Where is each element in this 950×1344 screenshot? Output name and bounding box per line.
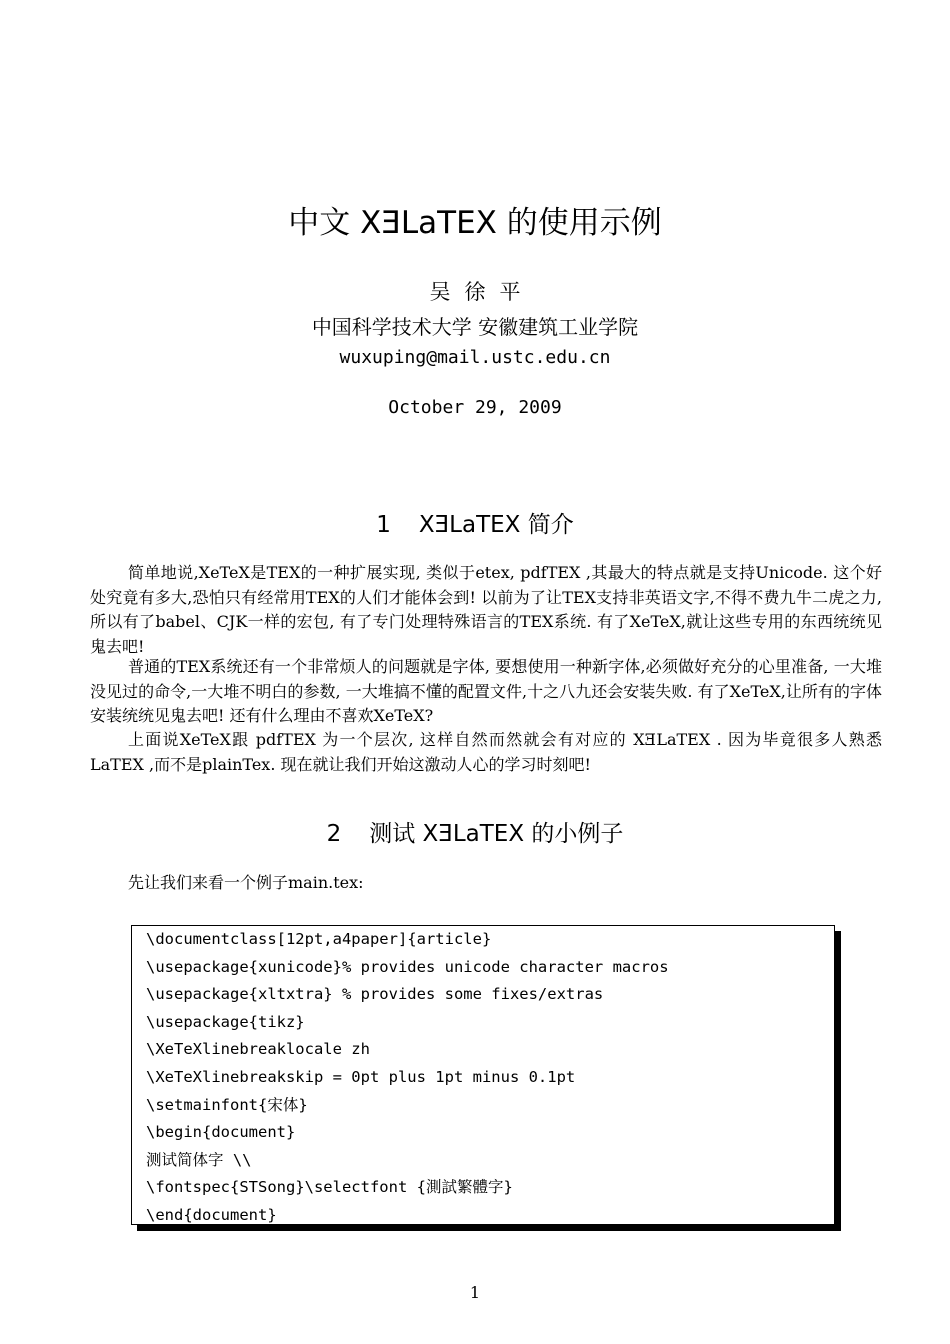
paragraph: 普通的TEX系统还有一个非常烦人的问题就是字体, 要想使用一种新字体,必须做好充分的心里准备, 一大堆没见过的命令,一大堆不明白的参数, 一大堆搞不懂的配置文件,十之八九还会安装失败. 有了XeTeX,让所有的字体安装统统见鬼去吧! 还有什么理由不喜欢XeTeX? (90, 657, 882, 725)
affiliation: 中国科学技术大学 安徽建筑工业学院 (311, 315, 639, 339)
author: 吴徐平 (429, 280, 535, 304)
date: October 29, 2009 (388, 397, 562, 418)
code-line: \setmainfont{宋体} (146, 1095, 308, 1114)
section-number: 1 (376, 512, 391, 538)
page-number: 1 (469, 1283, 481, 1302)
section-1-heading (0, 506, 950, 539)
code-line: \fontspec{STSong}\selectfont {測試繁體字} (146, 1178, 513, 1197)
code-line: 测试简体字 \\ (146, 1150, 252, 1169)
code-line: \usepackage{xltxtra} % provides some fixes/extras (146, 985, 604, 1004)
code-line: \begin{document} (146, 1123, 296, 1142)
code-line: \end{document} (146, 1205, 277, 1224)
section-title: 测试 XƎLaTEX 的小例子 (369, 821, 624, 847)
section-title: XƎLaTEX 简介 (418, 512, 574, 538)
document-title: 中文 XƎLaTEX 的使用示例 (288, 205, 662, 241)
section-2-heading (0, 815, 950, 848)
email: wuxuping@mail.ustc.edu.cn (339, 347, 611, 368)
code-line: \usepackage{xunicode}% provides unicode character macros (146, 957, 669, 976)
code-line: \XeTeXlinebreakskip = 0pt plus 1pt minus 0.1pt (146, 1067, 576, 1086)
paragraph: 上面说XeTeX跟 pdfTEX 为一个层次, 这样自然而然就会有对应的 XƎLaTEX . 因为毕竟很多人熟悉 LaTEX ,而不是plainTex. 现在就让我们开始这激动人心的学习时刻吧! (90, 730, 882, 774)
paragraph: 简单地说,XeTeX是TEX的一种扩展实现, 类似于etex, pdfTEX ,其最大的特点就是支持Unicode. 这个好处究竟有多大,恐怕只有经常用TEX的人们才能体会到! 以前为了让TEX支持非英语文字,不得不费九牛二虎之力, 所以有了babel、CJK一样的宏包, 有了专门处理特殊语言的TEX系统. 有了XeTeX,就让这些专用的东西统统见鬼去吧! (90, 563, 882, 656)
code-listing (146, 926, 669, 1230)
code-line: \usepackage{tikz} (146, 1012, 305, 1031)
section-number: 2 (326, 821, 342, 847)
intro-text: 先让我们来看一个例子main.tex: (128, 873, 364, 892)
code-line: \XeTeXlinebreaklocale zh (146, 1040, 370, 1059)
code-line: \documentclass[12pt,a4paper]{article} (146, 930, 492, 948)
